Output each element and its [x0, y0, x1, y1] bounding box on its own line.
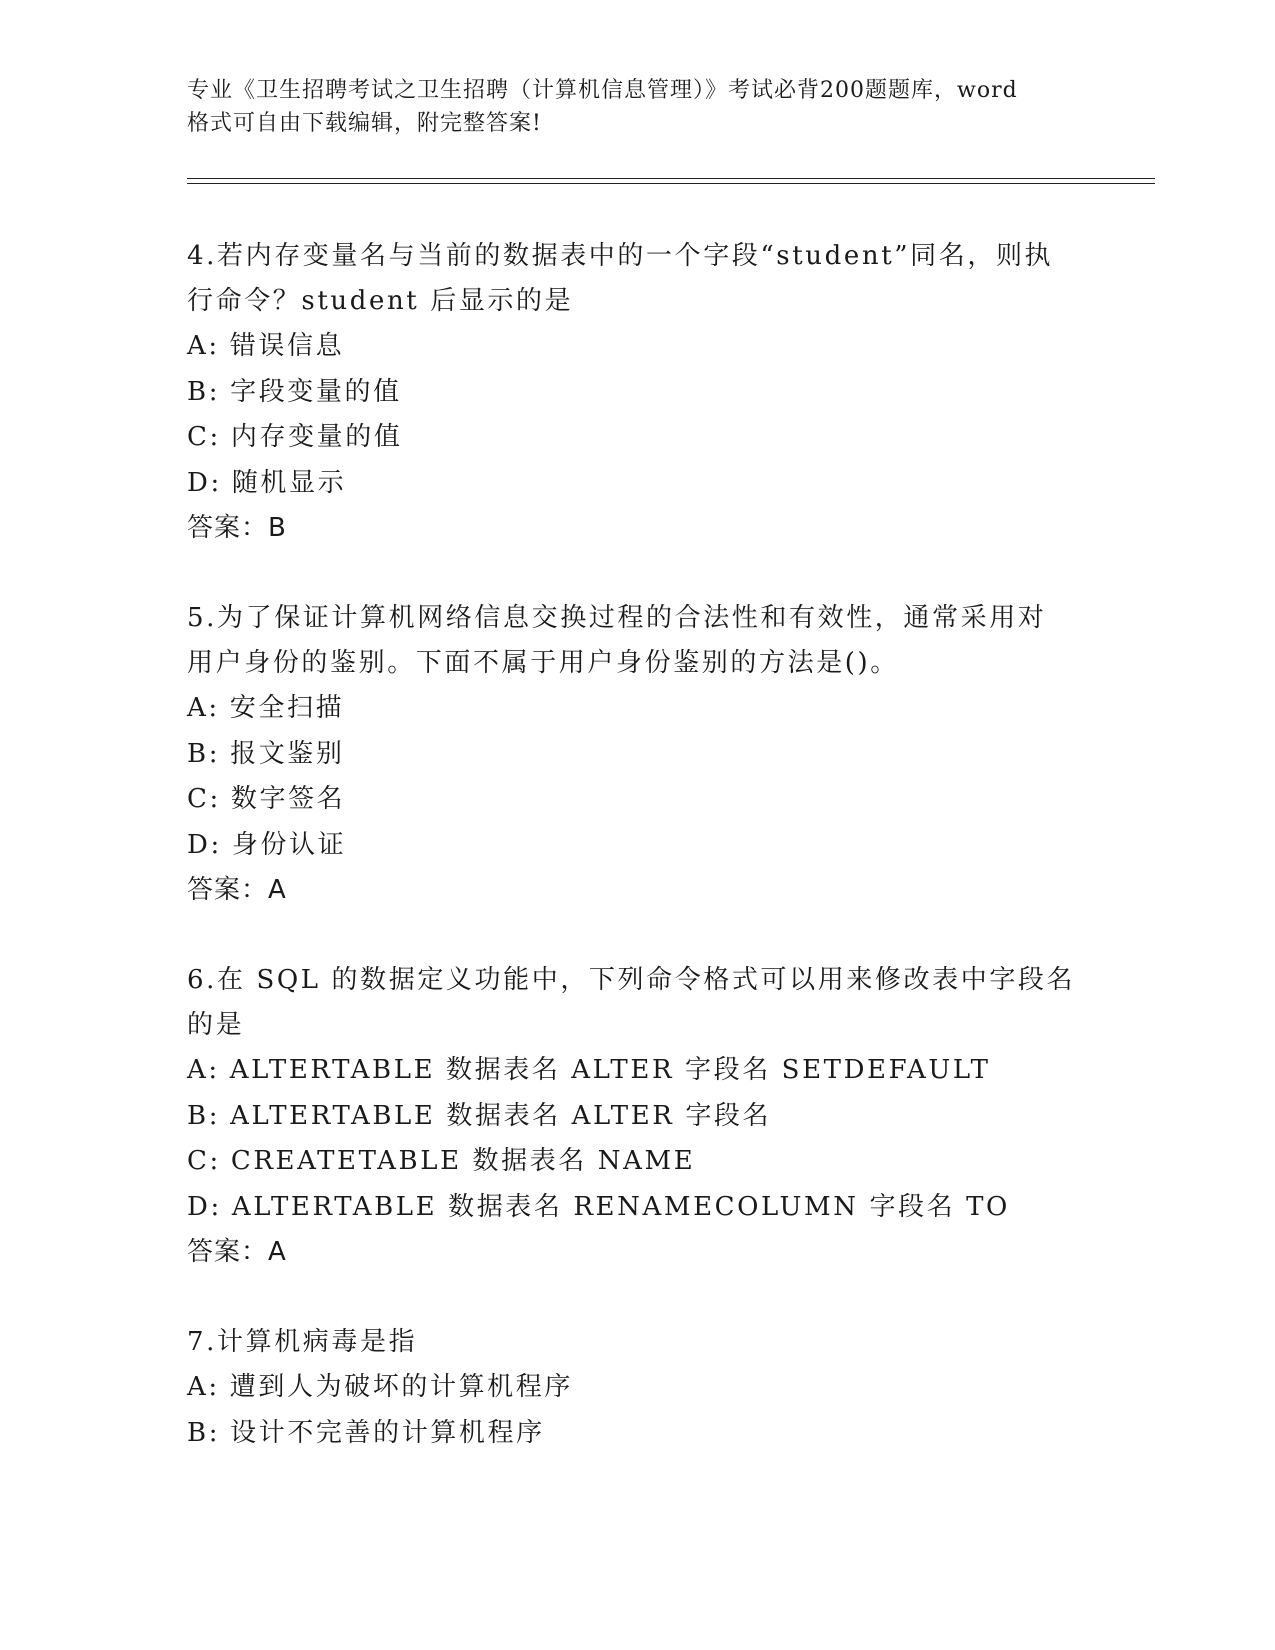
option-c: C: 内存变量的值 — [187, 422, 403, 452]
question-text-line-2: 用户身份的鉴别。下面不属于用户身份鉴别的方法是()。 — [187, 648, 899, 678]
header-divider-top — [187, 178, 1155, 179]
question-6 — [187, 958, 1087, 1275]
option-list — [187, 1365, 1087, 1456]
option-a: A: 遭到人为破坏的计算机程序 — [187, 1372, 573, 1402]
option-list — [187, 686, 1087, 868]
answer: 答案：B — [187, 513, 287, 543]
option-d: D: 身份认证 — [187, 829, 347, 860]
answer: 答案：A — [187, 1237, 287, 1267]
option-d: D: 随机显示 — [187, 467, 347, 498]
option-list — [187, 1048, 1087, 1230]
option-b: B: 字段变量的值 — [187, 376, 402, 407]
option-b: B: 设计不完善的计算机程序 — [187, 1417, 545, 1448]
option-a: A: 错误信息 — [187, 331, 345, 361]
question-5 — [187, 596, 1087, 913]
option-b: B: 报文鉴别 — [187, 738, 345, 769]
question-text-line-1: 5.为了保证计算机网络信息交换过程的合法性和有效性，通常采用对 — [187, 603, 1047, 633]
question-text-line-1: 7.计算机病毒是指 — [187, 1327, 418, 1357]
answer: 答案：A — [187, 875, 287, 905]
option-a: A: ALTERTABLE 数据表名 ALTER 字段名 SETDEFAULT — [187, 1055, 991, 1085]
question-7 — [187, 1320, 1087, 1456]
question-text-line-1: 4.若内存变量名与当前的数据表中的一个字段“student”同名，则执 — [187, 241, 1054, 271]
question-list — [187, 234, 1087, 1501]
question-text-line-2: 行命令？student 后显示的是 — [187, 286, 574, 316]
option-list — [187, 324, 1087, 506]
document-header — [187, 74, 1087, 140]
option-d: D: ALTERTABLE 数据表名 RENAMECOLUMN 字段名 TO — [187, 1191, 1010, 1222]
question-text — [187, 234, 1087, 324]
question-text — [187, 596, 1087, 686]
option-c: C: CREATETABLE 数据表名 NAME — [187, 1146, 696, 1176]
header-divider-bottom — [187, 183, 1155, 184]
option-a: A: 安全扫描 — [187, 693, 345, 723]
header-line-1: 专业《卫生招聘考试之卫生招聘（计算机信息管理）》考试必背200题题库，word — [187, 78, 1018, 103]
question-4 — [187, 234, 1087, 551]
header-line-2: 格式可自由下载编辑，附完整答案! — [187, 111, 542, 136]
question-text-line-1: 6.在 SQL 的数据定义功能中，下列命令格式可以用来修改表中字段名 — [187, 965, 1076, 995]
question-text — [187, 1320, 1087, 1365]
option-b: B: ALTERTABLE 数据表名 ALTER 字段名 — [187, 1100, 772, 1131]
question-text — [187, 958, 1087, 1048]
option-c: C: 数字签名 — [187, 784, 346, 814]
question-text-line-2: 的是 — [187, 1010, 245, 1040]
